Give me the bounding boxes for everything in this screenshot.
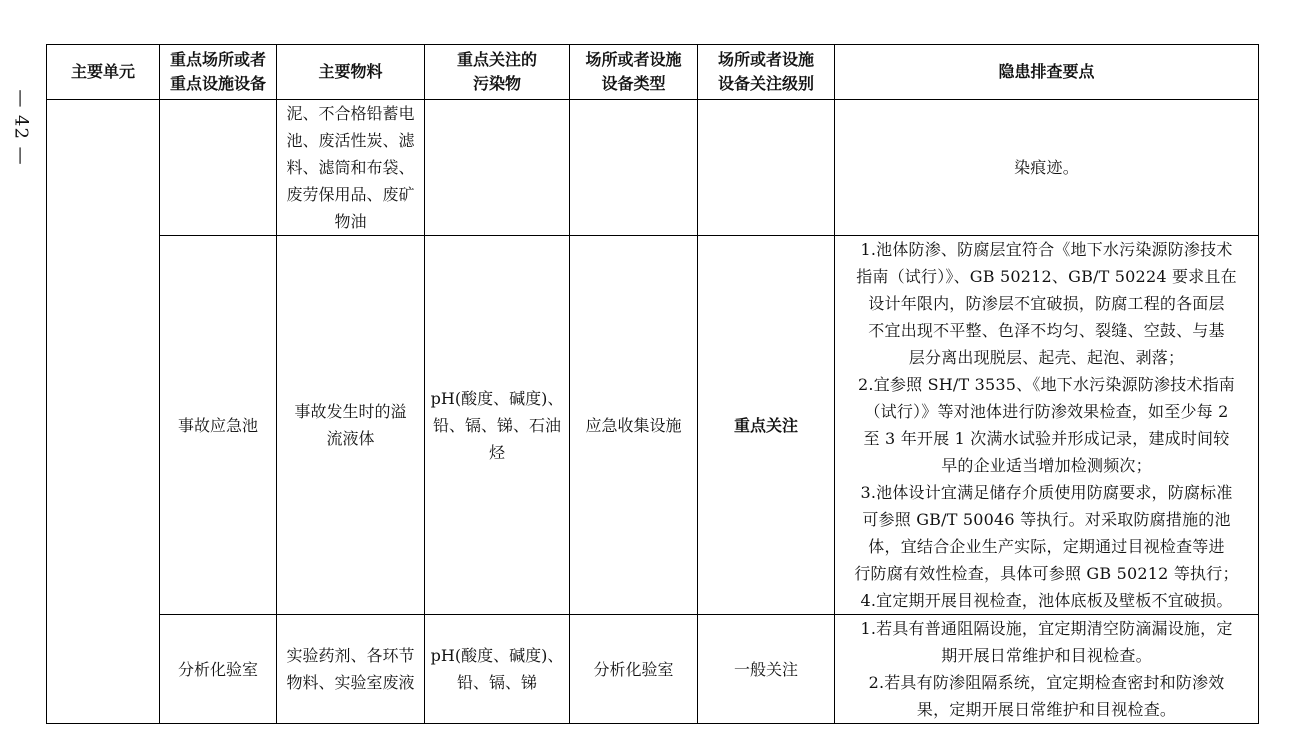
materials-line: 泥、不合格铅蓄电 bbox=[286, 104, 415, 123]
pollutants-line: 烃 bbox=[488, 442, 505, 462]
level-cell: 一般关注 bbox=[698, 615, 835, 724]
materials-line: 废劳保用品、废矿 bbox=[286, 185, 415, 204]
inspection-line: 1.若具有普通阻隔设施，宜定期清空防滴漏设施，定 bbox=[860, 619, 1233, 638]
inspection-line: 果，定期开展日常维护和目视检查。 bbox=[916, 700, 1177, 719]
header-row bbox=[47, 45, 1259, 100]
inspection-line: 2.宜参照 SH/T 3535、《地下水污染源防渗技术指南 bbox=[858, 375, 1235, 394]
materials-cell bbox=[277, 615, 425, 724]
inspection-cell bbox=[835, 236, 1259, 615]
inspection-line: 1.池体防渗、防腐层宜符合《地下水污染源防渗技术 bbox=[860, 240, 1233, 259]
header-pollutants-line2: 污染物 bbox=[472, 74, 521, 93]
pollutants-cell bbox=[425, 615, 570, 724]
materials-line: 池、废活性炭、滤 bbox=[286, 131, 415, 150]
inspection-line: 早的企业适当增加检测频次； bbox=[941, 456, 1152, 475]
header-level-line1: 场所或者设施 bbox=[717, 50, 814, 69]
place-cell bbox=[160, 100, 277, 236]
inspection-line: 体，宜结合企业生产实际，定期通过目视检查等进 bbox=[868, 537, 1225, 556]
pollutants-cell bbox=[425, 100, 570, 236]
inspection-line: 2.若具有防渗阻隔系统，宜定期检查密封和防渗效 bbox=[868, 673, 1225, 692]
page-number-text: — 42 — bbox=[10, 88, 32, 166]
inspection-line: （试行）》等对池体进行防渗效果检查，如至少每 2 bbox=[864, 402, 1229, 421]
level-cell: 重点关注 bbox=[698, 236, 835, 615]
type-cell: 分析化验室 bbox=[570, 615, 698, 724]
level-cell bbox=[698, 100, 835, 236]
header-inspection: 隐患排查要点 bbox=[835, 45, 1259, 100]
header-unit: 主要单元 bbox=[47, 45, 160, 100]
header-type-line2: 设备类型 bbox=[601, 74, 666, 93]
place-cell: 事故应急池 bbox=[160, 236, 277, 615]
inspection-cell bbox=[835, 615, 1259, 724]
pollutants-line: 铅、镉、锑 bbox=[456, 673, 537, 692]
inspection-line: 行防腐有效性检查，具体可参照 GB 50212 等执行； bbox=[854, 564, 1239, 583]
unit-cell bbox=[47, 100, 160, 724]
table-row bbox=[47, 100, 1259, 236]
inspection-line: 4.宜定期开展目视检查，池体底板及壁板不宜破损。 bbox=[860, 591, 1233, 610]
type-cell: 应急收集设施 bbox=[570, 236, 698, 615]
type-cell bbox=[570, 100, 698, 236]
header-place-line1: 重点场所或者 bbox=[169, 50, 266, 69]
pollutants-line: pH(酸度、碱度)、 bbox=[430, 646, 564, 665]
inspection-line: 至 3 年开展 1 次满水试验并形成记录，建成时间较 bbox=[863, 429, 1230, 448]
materials-line: 料、滤筒和布袋、 bbox=[286, 158, 415, 177]
header-pollutants-line1: 重点关注的 bbox=[456, 50, 537, 69]
pollutants-line: 铅、镉、锑、石油 bbox=[432, 415, 561, 435]
place-cell: 分析化验室 bbox=[160, 615, 277, 724]
page-number bbox=[6, 72, 36, 182]
inspection-line: 可参照 GB/T 50046 等执行。对采取防腐措施的池 bbox=[862, 510, 1231, 529]
materials-cell bbox=[277, 236, 425, 615]
inspection-line: 指南（试行）》、GB 50212、GB/T 50224 要求且在 bbox=[856, 267, 1237, 286]
inspection-line: 不宜出现不平整、色泽不均匀、裂缝、空鼓、与基 bbox=[868, 321, 1225, 340]
header-level bbox=[698, 45, 835, 100]
header-type-line1: 场所或者设施 bbox=[585, 50, 682, 69]
header-materials: 主要物料 bbox=[277, 45, 425, 100]
header-place bbox=[160, 45, 277, 100]
pollutants-cell bbox=[425, 236, 570, 615]
header-level-line2: 设备关注级别 bbox=[717, 74, 814, 93]
inspection-table bbox=[46, 44, 1259, 724]
inspection-line: 设计年限内，防渗层不宜破损，防腐工程的各面层 bbox=[868, 294, 1225, 313]
materials-line: 物油 bbox=[334, 212, 367, 231]
inspection-line: 层分离出现脱层、起壳、起泡、剥落； bbox=[908, 348, 1185, 367]
header-place-line2: 重点设施设备 bbox=[169, 74, 266, 93]
inspection-cell bbox=[835, 100, 1259, 236]
inspection-line: 3.池体设计宜满足储存介质使用防腐要求，防腐标准 bbox=[860, 483, 1233, 502]
header-pollutants bbox=[425, 45, 570, 100]
inspection-line: 染痕迹。 bbox=[1014, 158, 1079, 177]
materials-line: 实验药剂、各环节 bbox=[286, 646, 415, 665]
materials-line: 事故发生时的溢 bbox=[294, 402, 407, 421]
materials-cell bbox=[277, 100, 425, 236]
materials-line: 流液体 bbox=[326, 429, 375, 448]
table-row bbox=[47, 615, 1259, 724]
header-type bbox=[570, 45, 698, 100]
table-row bbox=[47, 236, 1259, 615]
inspection-line: 期开展日常维护和目视检查。 bbox=[941, 646, 1152, 665]
materials-line: 物料、实验室废液 bbox=[286, 673, 415, 692]
pollutants-line: pH(酸度、碱度)、 bbox=[430, 388, 564, 408]
